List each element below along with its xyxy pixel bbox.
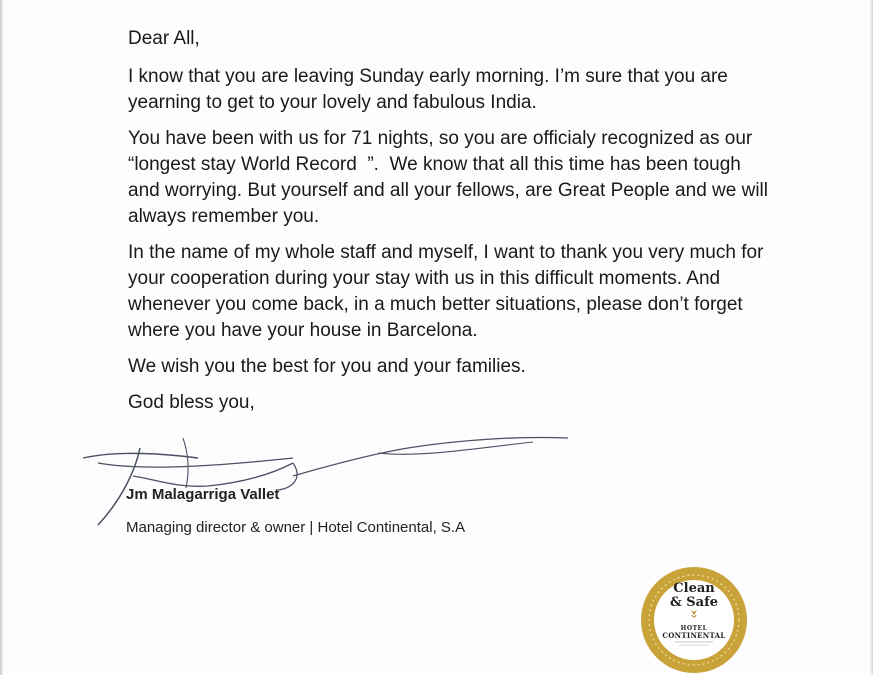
clean-and-safe-seal [639,565,749,675]
paragraph-2: You have been with us for 71 nights, so you are officialy recognized as our “longest stay World Record ”. We know that all this time has been tough and worrying. But yourself and all your fellows, are Great People and we will always remember you. [128,128,774,227]
paragraph-3: In the name of my whole staff and myself, I want to thank you very much for your cooperation during your stay with us in this difficult moments. And whenever you come back, in a much better situations, please don’t forget where you have your house in Barcelona. [128,242,769,341]
seal-safe-text: & Safe [670,595,718,610]
seal-clean-text: Clean [673,581,715,596]
signer-name: Jm Malagarriga Vallet [126,486,280,503]
seal-continental-text: CONTINENTAL [662,631,726,640]
paragraph-4: We wish you the best for you and your families. [128,356,526,377]
page-edge-left [0,0,3,675]
seal-hotel-text: HOTEL [680,625,708,632]
signer-title: Managing director & owner | Hotel Continental, S.A [126,519,466,536]
handwritten-signature [78,428,578,533]
closing: God bless you, [128,392,255,413]
letter-body [128,26,774,416]
paragraph-1: I know that you are leaving Sunday early morning. I’m sure that you are yearning to get to your lovely and fabulous India. [128,66,734,113]
greeting: Dear All, [128,28,200,49]
